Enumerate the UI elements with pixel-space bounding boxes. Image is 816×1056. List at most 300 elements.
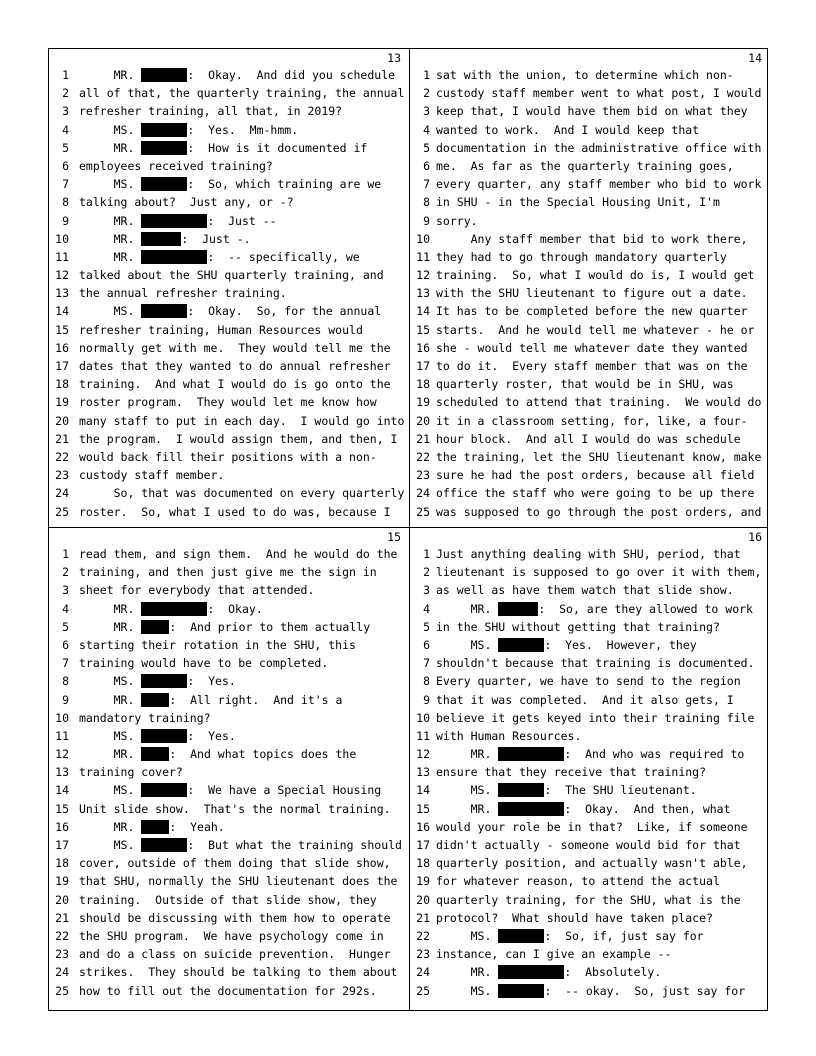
transcript-line — [49, 563, 407, 581]
line-text: should be discussing with them how to operate — [79, 910, 391, 925]
line-text-wrapper — [436, 636, 697, 654]
line-text-wrapper — [79, 927, 384, 945]
transcript-line — [49, 412, 407, 430]
line-number: 5 — [62, 140, 69, 155]
line-text: : Yes. — [187, 674, 236, 689]
line-text: protocol? What should have taken place? — [436, 910, 713, 925]
speaker-title: MR. — [113, 140, 135, 155]
line-text: in the SHU without getting that training? — [436, 619, 720, 634]
line-text-wrapper — [436, 121, 699, 139]
line-text-wrapper — [436, 963, 661, 981]
line-number: 25 — [416, 983, 430, 998]
transcript-line — [410, 484, 768, 502]
transcript-line — [410, 781, 768, 799]
line-text: employees received training? — [79, 158, 273, 173]
line-text-wrapper — [79, 284, 287, 302]
line-number: 23 — [55, 468, 69, 483]
line-text-wrapper — [436, 927, 704, 945]
line-text-wrapper — [79, 393, 377, 411]
transcript-line — [410, 66, 768, 84]
transcript-line — [410, 121, 768, 139]
line-text-wrapper — [79, 727, 236, 745]
line-text-wrapper — [79, 412, 404, 430]
transcript-line — [49, 466, 407, 484]
transcript-line — [49, 484, 407, 502]
line-number: 4 — [423, 122, 430, 137]
line-text-wrapper — [436, 909, 713, 927]
line-text-wrapper — [79, 448, 377, 466]
line-text: all of that, the quarterly training, the annual — [79, 86, 405, 101]
line-text-wrapper — [79, 139, 367, 157]
redaction-bar — [141, 214, 207, 228]
line-text: training. Outside of that slide show, they — [79, 892, 377, 907]
line-number: 22 — [416, 449, 430, 464]
line-text-wrapper — [436, 284, 748, 302]
line-text-wrapper — [436, 763, 706, 781]
line-number: 17 — [55, 838, 69, 852]
line-text: So, that was documented on every quarterly — [79, 486, 405, 501]
line-text-wrapper — [79, 357, 391, 375]
transcript-line — [49, 763, 407, 781]
line-text: Just anything dealing with SHU, period, that — [436, 547, 741, 561]
redaction-bar — [498, 802, 564, 816]
redaction-bar — [141, 747, 169, 761]
speaker-title: MS. — [113, 674, 135, 689]
transcript-line — [410, 618, 768, 636]
redaction-bar — [141, 232, 181, 246]
line-text-wrapper — [79, 836, 402, 854]
page-number: 13 — [387, 51, 401, 65]
redaction-bar — [141, 304, 187, 318]
transcript-line — [49, 248, 407, 266]
line-text-wrapper — [436, 581, 734, 599]
transcript-line — [49, 727, 407, 745]
line-number: 5 — [62, 619, 69, 634]
line-text-wrapper — [79, 745, 356, 763]
transcript-line — [49, 139, 407, 157]
line-number: 16 — [55, 340, 69, 355]
line-text: mandatory training? — [79, 710, 211, 725]
line-text: : But what the training should — [187, 838, 402, 852]
transcript-line — [49, 284, 407, 302]
line-number: 1 — [423, 547, 430, 561]
redaction-bar — [141, 602, 207, 616]
line-text: : All right. And it's a — [169, 692, 343, 707]
transcript-line — [49, 818, 407, 836]
transcript-line — [410, 836, 768, 854]
redaction-bar — [141, 674, 187, 688]
line-text-wrapper — [436, 302, 748, 320]
transcript-line — [49, 375, 407, 393]
line-text: they had to go through mandatory quarterly — [436, 249, 727, 264]
transcript-line — [410, 339, 768, 357]
line-number: 22 — [55, 449, 69, 464]
line-text: : Absolutely. — [564, 965, 662, 980]
line-number: 15 — [55, 322, 69, 337]
transcript-line — [410, 193, 768, 211]
transcript-line — [410, 375, 768, 393]
line-text-wrapper — [79, 121, 298, 139]
transcript-line — [49, 854, 407, 872]
line-number: 3 — [62, 583, 69, 598]
transcript-line — [49, 230, 407, 248]
transcript-lines — [49, 66, 407, 521]
redaction-bar — [498, 638, 544, 652]
line-text-wrapper — [79, 466, 224, 484]
line-number: 4 — [62, 601, 69, 616]
line-number: 6 — [423, 637, 430, 652]
transcript-line — [49, 302, 407, 320]
transcript-line — [410, 818, 768, 836]
transcript-line — [410, 672, 768, 690]
line-number: 9 — [423, 213, 430, 228]
line-text-wrapper — [436, 854, 748, 872]
line-number: 20 — [55, 892, 69, 907]
line-text: the training, let the SHU lieutenant know, make — [436, 449, 762, 464]
line-text-wrapper — [436, 66, 734, 84]
line-text: documentation in the administrative office with — [436, 140, 762, 155]
line-number: 7 — [423, 177, 430, 192]
line-text-wrapper — [436, 412, 748, 430]
speaker-title: MS. — [113, 122, 135, 137]
line-text: : And what topics does the — [169, 747, 357, 762]
line-text-wrapper — [79, 66, 395, 84]
line-text-wrapper — [436, 800, 731, 818]
line-number: 10 — [55, 231, 69, 246]
line-text: : -- okay. So, just say for — [544, 983, 746, 998]
line-text: with the SHU lieutenant to figure out a date. — [436, 286, 748, 301]
line-text-wrapper — [436, 157, 734, 175]
line-text: : So, which training are we — [187, 177, 382, 192]
line-number: 23 — [416, 468, 430, 483]
line-text: : How is it documented if — [187, 140, 368, 155]
line-text-wrapper — [436, 375, 734, 393]
redaction-bar — [141, 123, 187, 137]
transcript-line — [410, 545, 768, 563]
transcript-line — [410, 393, 768, 411]
line-number: 9 — [62, 213, 69, 228]
transcript-line — [49, 212, 407, 230]
line-text: how to fill out the documentation for 292s. — [79, 983, 377, 998]
line-text: : The SHU lieutenant. — [544, 783, 697, 798]
line-text: : -- specifically, we — [207, 249, 360, 264]
line-number: 6 — [423, 158, 430, 173]
transcript-line — [410, 430, 768, 448]
line-number: 4 — [423, 601, 430, 616]
line-text-wrapper — [436, 393, 761, 411]
line-number: 21 — [416, 910, 430, 925]
line-number: 9 — [62, 692, 69, 707]
transcript-line — [49, 909, 407, 927]
line-text: sure he had the post orders, because all field — [436, 468, 755, 483]
line-text: believe it gets keyed into their training file — [436, 710, 755, 725]
line-number: 13 — [416, 286, 430, 301]
page-number: 16 — [748, 530, 762, 544]
redaction-bar — [141, 838, 187, 852]
line-text: it in a classroom setting, for, like, a four- — [436, 413, 748, 428]
line-text: roster. So, what I used to do was, because I — [79, 504, 391, 519]
line-number: 7 — [62, 177, 69, 192]
line-text-wrapper — [79, 503, 391, 521]
line-text: instance, can I give an example -- — [436, 947, 672, 962]
line-text-wrapper — [79, 193, 294, 211]
line-number: 8 — [423, 195, 430, 210]
line-number: 25 — [55, 983, 69, 998]
line-text: normally get with me. They would tell me the — [79, 340, 391, 355]
line-text: : We have a Special Housing — [187, 783, 382, 798]
transcript-line — [49, 357, 407, 375]
transcript-line — [49, 581, 407, 599]
speaker-title: MR. — [113, 249, 135, 264]
speaker-title: MR. — [113, 747, 135, 762]
transcript-line — [49, 709, 407, 727]
speaker-title: MR. — [470, 801, 492, 816]
line-number: 16 — [55, 819, 69, 834]
line-text: : Yes. Mm-hmm. — [187, 122, 299, 137]
line-text-wrapper — [436, 248, 727, 266]
redaction-bar — [141, 620, 169, 634]
line-text: keep that, I would have them bid on what they — [436, 104, 748, 119]
line-number: 17 — [55, 359, 69, 373]
line-text: didn't actually - someone would bid for that — [436, 838, 741, 852]
transcript-line — [49, 781, 407, 799]
line-number: 10 — [55, 710, 69, 725]
line-number: 21 — [416, 431, 430, 446]
line-number: 8 — [62, 674, 69, 689]
line-text: hour block. And all I would do was schedule — [436, 431, 741, 446]
line-number: 18 — [416, 856, 430, 871]
line-text: that it was completed. And it also gets, I — [436, 692, 734, 707]
transcript-line — [49, 691, 407, 709]
line-text: : Okay. So, for the annual — [187, 304, 382, 319]
line-text: quarterly roster, that would be in SHU, was — [436, 377, 734, 392]
line-number: 11 — [55, 728, 69, 743]
line-text: sorry. — [436, 213, 478, 228]
line-number: 8 — [62, 195, 69, 210]
line-text-wrapper — [79, 909, 391, 927]
line-text: quarterly position, and actually wasn't able, — [436, 856, 748, 871]
line-number: 14 — [416, 304, 430, 319]
line-text: wanted to work. And I would keep that — [436, 122, 700, 137]
line-number: 21 — [55, 910, 69, 925]
line-text-wrapper — [436, 781, 697, 799]
transcript-line — [410, 709, 768, 727]
transcript-line — [49, 430, 407, 448]
line-number: 1 — [62, 68, 69, 82]
transcript-line — [49, 175, 407, 193]
speaker-title: MS. — [470, 928, 492, 943]
line-number: 25 — [416, 504, 430, 519]
transcript-line — [410, 727, 768, 745]
line-text-wrapper — [436, 175, 761, 193]
redaction-bar — [141, 68, 187, 82]
line-text-wrapper — [436, 430, 741, 448]
line-number: 12 — [416, 747, 430, 762]
transcript-line — [410, 600, 768, 618]
line-text: refresher training, all that, in 2019? — [79, 104, 343, 119]
line-text: sat with the union, to determine which non- — [436, 68, 734, 82]
line-number: 3 — [62, 104, 69, 119]
line-number: 11 — [416, 728, 430, 743]
line-text: Unit slide show. That's the normal training. — [79, 801, 391, 816]
line-text-wrapper — [79, 175, 381, 193]
line-text-wrapper — [79, 157, 273, 175]
line-text: she - would tell me whatever date they wanted — [436, 340, 748, 355]
line-text: with Human Resources. — [436, 728, 582, 743]
line-number: 17 — [416, 838, 430, 852]
line-text-wrapper — [436, 102, 748, 120]
line-text-wrapper — [436, 84, 761, 102]
line-number: 4 — [62, 122, 69, 137]
transcript-line — [410, 157, 768, 175]
line-number: 21 — [55, 431, 69, 446]
line-text: It has to be completed before the new quarter — [436, 304, 748, 319]
line-text-wrapper — [436, 745, 744, 763]
line-number: 14 — [55, 783, 69, 798]
line-text-wrapper — [79, 891, 377, 909]
line-text-wrapper — [79, 618, 370, 636]
line-text-wrapper — [79, 84, 404, 102]
line-text: talking about? Just any, or -? — [79, 195, 294, 210]
page-number: 15 — [387, 530, 401, 544]
line-text: dates that they wanted to do annual refresher — [79, 359, 391, 373]
line-text-wrapper — [79, 545, 398, 563]
redaction-bar — [498, 783, 544, 797]
line-number: 7 — [423, 656, 430, 671]
line-text-wrapper — [436, 466, 755, 484]
transcript-line — [410, 691, 768, 709]
line-text-wrapper — [436, 357, 748, 375]
line-text-wrapper — [436, 448, 761, 466]
line-text-wrapper — [436, 691, 734, 709]
transcript-line — [410, 800, 768, 818]
speaker-title: MR. — [113, 213, 135, 228]
line-number: 15 — [55, 801, 69, 816]
transcript-line — [49, 927, 407, 945]
transcript-line — [410, 412, 768, 430]
line-text-wrapper — [436, 545, 741, 563]
redaction-bar — [141, 141, 187, 155]
transcript-line — [410, 102, 768, 120]
line-number: 17 — [416, 359, 430, 373]
redaction-bar — [498, 965, 564, 979]
line-text: : Okay. — [207, 601, 263, 616]
transcript-lines — [410, 545, 768, 1000]
line-text-wrapper — [436, 563, 761, 581]
speaker-title: MS. — [113, 177, 135, 192]
transcript-line — [49, 945, 407, 963]
line-text-wrapper — [79, 636, 356, 654]
transcript-line — [410, 212, 768, 230]
line-text: : And prior to them actually — [169, 619, 371, 634]
transcript-line — [49, 654, 407, 672]
line-text-wrapper — [79, 581, 314, 599]
transcript-line — [410, 982, 768, 1000]
redaction-bar — [141, 177, 187, 191]
line-text: cover, outside of them doing that slide show, — [79, 856, 391, 871]
transcript-line — [49, 672, 407, 690]
line-text-wrapper — [79, 102, 342, 120]
line-number: 13 — [55, 765, 69, 780]
line-text-wrapper — [79, 302, 381, 320]
transcript-line — [410, 503, 768, 521]
transcript-lines — [49, 545, 407, 1000]
line-text: in SHU - in the Special Housing Unit, I'm — [436, 195, 720, 210]
line-text-wrapper — [436, 193, 720, 211]
line-number: 15 — [416, 801, 430, 816]
line-text: the SHU program. We have psychology come in — [79, 928, 384, 943]
transcript-line — [49, 891, 407, 909]
line-text: sheet for everybody that attended. — [79, 583, 315, 598]
line-text: to do it. Every staff member that was on the — [436, 359, 748, 373]
transcript-line — [410, 448, 768, 466]
speaker-title: MR. — [470, 747, 492, 762]
line-number: 20 — [55, 413, 69, 428]
transcript-line — [49, 157, 407, 175]
transcript-line — [410, 302, 768, 320]
transcript-line — [410, 357, 768, 375]
line-number: 2 — [62, 565, 69, 580]
line-text-wrapper — [436, 600, 753, 618]
line-text: ensure that they receive that training? — [436, 765, 707, 780]
line-text-wrapper — [436, 339, 748, 357]
transcript-line — [49, 102, 407, 120]
transcript-line — [49, 193, 407, 211]
redaction-bar — [141, 729, 187, 743]
transcript-line — [410, 891, 768, 909]
line-number: 24 — [55, 486, 69, 501]
line-text-wrapper — [79, 266, 384, 284]
transcript-line — [49, 545, 407, 563]
line-text: starting their rotation in the SHU, this — [79, 637, 356, 652]
line-number: 23 — [55, 947, 69, 962]
speaker-title: MR. — [470, 601, 492, 616]
line-text: every quarter, any staff member who bid to work — [436, 177, 762, 192]
line-text-wrapper — [436, 818, 748, 836]
line-text-wrapper — [79, 563, 377, 581]
transcript-line — [49, 321, 407, 339]
line-text-wrapper — [79, 375, 391, 393]
transcript-line — [49, 800, 407, 818]
line-text: would back fill their positions with a non- — [79, 449, 377, 464]
transcript-line — [49, 982, 407, 1000]
line-text: Every quarter, we have to send to the region — [436, 674, 741, 689]
line-text-wrapper — [79, 963, 398, 981]
line-number: 1 — [423, 68, 430, 82]
line-text-wrapper — [79, 212, 277, 230]
transcript-line — [410, 963, 768, 981]
transcript-line — [410, 266, 768, 284]
line-number: 20 — [416, 413, 430, 428]
transcript-page — [410, 528, 768, 1004]
line-text: and do a class on suicide prevention. Hunger — [79, 947, 391, 962]
speaker-title: MS. — [113, 728, 135, 743]
transcript-line — [410, 466, 768, 484]
line-text-wrapper — [436, 727, 581, 745]
line-number: 20 — [416, 892, 430, 907]
line-text: strikes. They should be talking to them about — [79, 965, 398, 980]
line-text-wrapper — [79, 484, 404, 502]
line-text-wrapper — [436, 321, 755, 339]
line-text-wrapper — [79, 339, 391, 357]
redaction-bar — [141, 783, 187, 797]
transcript-line — [410, 175, 768, 193]
line-text-wrapper — [79, 248, 360, 266]
line-text: : Just -. — [181, 231, 251, 246]
speaker-title: MR. — [470, 965, 492, 980]
line-text-wrapper — [79, 230, 251, 248]
transcript-line — [410, 636, 768, 654]
